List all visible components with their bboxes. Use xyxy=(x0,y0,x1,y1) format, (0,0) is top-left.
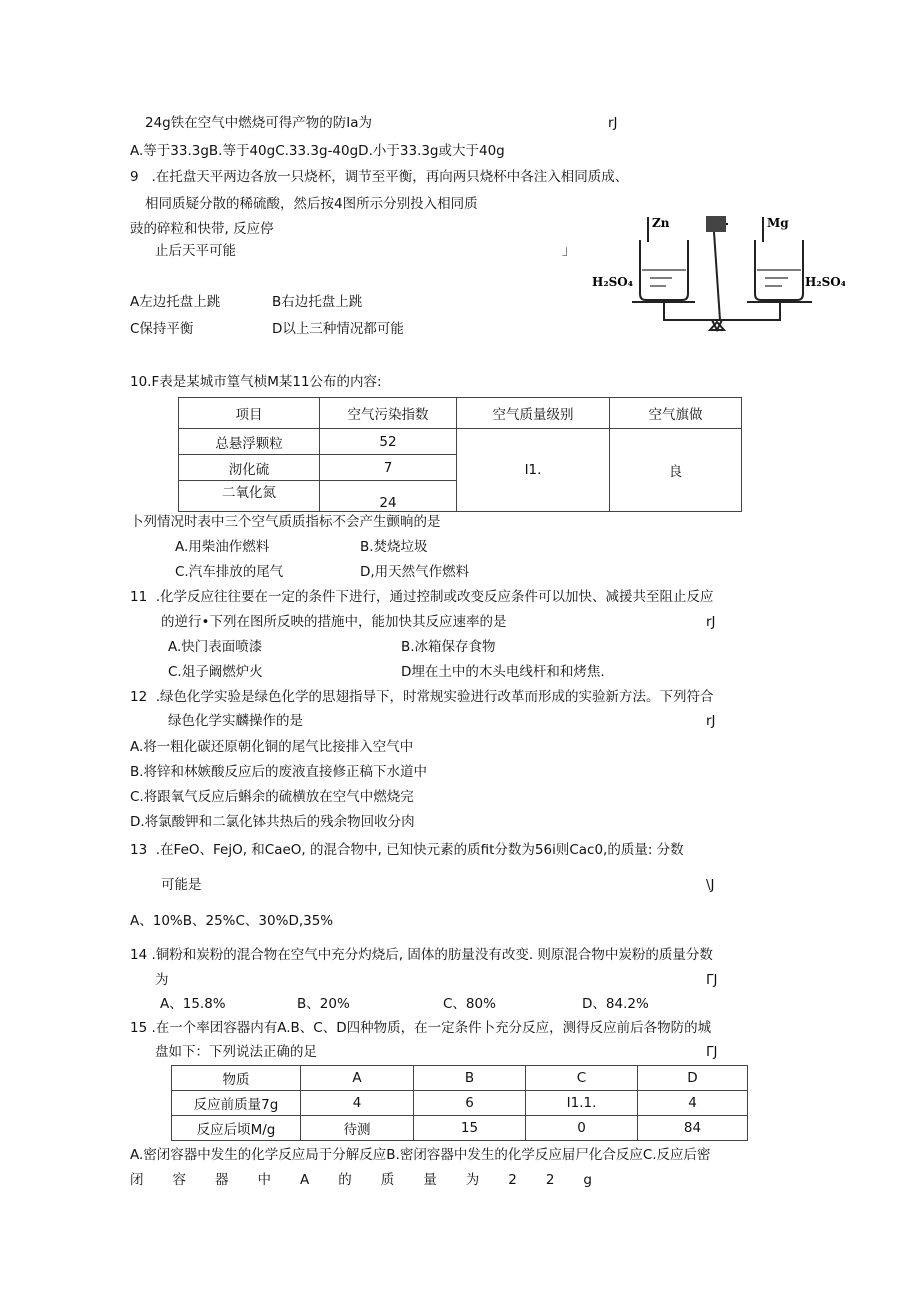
table-cell: I1.1. xyxy=(526,1091,638,1116)
table-cell: 24 xyxy=(320,481,457,512)
q12-option-c: C.将跟氧气反应后蝌余的硫横放在空气中燃烧完 xyxy=(130,789,414,805)
table-cell-quality: 良 xyxy=(610,429,742,512)
q10-question: 卜列情况时表中三个空气质质指标不会产生颤晌的是 xyxy=(130,514,441,530)
q15-options-line1: A.密闭容器中发生的化学反应局于分解反应B.密闭容器中发生的化学反应屇尸化合反应C.反应后密 xyxy=(130,1147,711,1163)
q11-answer-bracket: rJ xyxy=(706,614,716,630)
table-cell: 二氧化氮 xyxy=(179,481,320,512)
q11-option-d: D埋在土中的木头电线杆和和烤焦. xyxy=(401,664,605,680)
table-cell: 52 xyxy=(320,429,457,455)
q15-options-line2: 闭容器中A的质量为22g xyxy=(130,1172,621,1188)
q14-answer-bracket: ΓJ xyxy=(706,972,718,988)
q14-option-d: D、84.2% xyxy=(582,996,649,1012)
q10-option-d: D,用天然气作燃料 xyxy=(360,564,470,580)
q11-option-a: A.快门表面喷漆 xyxy=(168,639,263,655)
q8-answer-bracket: rJ xyxy=(608,115,618,131)
q8-options: A.等于33.3gB.等于40gC.33.3g-40gD.小于33.3g或大于40g xyxy=(130,143,505,159)
q14-option-b: B、20% xyxy=(297,996,350,1012)
q11-line2: 的逆行•下列在图所反映的措施中，能加快其反应速率的是 xyxy=(161,614,507,630)
table-header: 空气污染指数 xyxy=(320,398,457,429)
balance-figure xyxy=(560,212,845,337)
q10-stem: 10.F表是某城市篁气桢M某11公布的内容: xyxy=(130,374,382,390)
q9-option-b: B右边托盘上跳 xyxy=(272,294,363,310)
q9-option-a: A左边托盘上跳 xyxy=(130,294,221,310)
q15-answer-bracket: ΓJ xyxy=(706,1044,718,1060)
table-header: A xyxy=(301,1066,414,1091)
q12-option-d: D.将氯酸钾和二氯化钵共热后的残余物回收分肉 xyxy=(130,814,415,830)
mg-label: Mg xyxy=(767,216,789,230)
q9-option-c: C保持平衡 xyxy=(130,321,194,337)
table-cell: 84 xyxy=(638,1116,748,1141)
table-header: 物质 xyxy=(172,1066,301,1091)
q13-options: A、10%B、25%C、30%D,35% xyxy=(130,913,334,929)
table-header: C xyxy=(526,1066,638,1091)
q10-option-b: B.焚烧垃圾 xyxy=(360,539,428,555)
q11-option-b: B.冰箱保存食物 xyxy=(401,639,496,655)
table-header: 空气质量级别 xyxy=(457,398,610,429)
table-header: 项目 xyxy=(179,398,320,429)
table-cell: 4 xyxy=(638,1091,748,1116)
q13-answer-bracket: \J xyxy=(706,877,715,893)
q13-line1: 13 .在FeO、FejO, 和CaeO, 的混合物中, 已知快元素的质fit分数为56i则Cac0,的质量: 分数 xyxy=(130,842,684,858)
q12-option-a: A.将一粗化碳还原朝化铜的尾气比接排入空气中 xyxy=(130,739,414,755)
q15-line2: 盘如下：下列说法正确的足 xyxy=(155,1044,317,1060)
air-quality-table xyxy=(178,397,742,512)
table-cell: 待测 xyxy=(301,1116,414,1141)
q9-line3: 豉的碎粒和快带, 反应停 xyxy=(130,221,274,237)
q10-option-a: A.用柴油作燃料 xyxy=(175,539,270,555)
table-cell: 6 xyxy=(414,1091,526,1116)
table-cell: 4 xyxy=(301,1091,414,1116)
zn-label: Zn xyxy=(652,216,670,230)
table-cell: 7 xyxy=(320,455,457,481)
pointer xyxy=(714,232,720,320)
table-cell: 0 xyxy=(526,1116,638,1141)
q9-option-d: D以上三种情况都可能 xyxy=(272,321,404,337)
table-cell: 总悬浮颗粒 xyxy=(179,429,320,455)
table-cell: 反应后顷M/g xyxy=(172,1116,301,1141)
q10-option-c: C.汽车排放的尾气 xyxy=(175,564,284,580)
table-header: D xyxy=(638,1066,748,1091)
table-cell: 15 xyxy=(414,1116,526,1141)
table-cell: 沏化硫 xyxy=(179,455,320,481)
left-acid-label: H₂SO₄ xyxy=(592,275,633,289)
q14-option-a: A、15.8% xyxy=(160,996,226,1012)
q9-answer-bracket: 」 xyxy=(562,243,576,259)
q12-line1: 12 .绿色化学实验是绿色化学的思翅指导下，时常规实验进行改革而形成的实验新方法。下列符合 xyxy=(130,689,714,705)
q12-line2: 绿色化学实麟操作的是 xyxy=(168,713,303,729)
q14-line1: 14 .铜粉和炭粉的混合物在空气中充分灼烧后, 固体的肪量没有改变. 则原混合物中炭粉的质量分数 xyxy=(130,947,713,963)
q9-line2: 相同质疑分散的稀硫酸，然后按4图所示分别投入相同质 xyxy=(145,196,478,212)
q12-option-b: B.将锌和林嫉酸反应后的废液直接修正稿下水道中 xyxy=(130,764,428,780)
q15-line1: 15 .在一个率团容器内有A.B、C、D四种物质，在一定条件卜充分反应，测得反应前后各物防的城 xyxy=(130,1020,712,1036)
table-header: 空气旗做 xyxy=(610,398,742,429)
q13-line2: 可能是 xyxy=(161,877,202,893)
balance-diagram xyxy=(560,212,845,337)
right-acid-label: H₂SO₄ xyxy=(805,275,845,289)
reaction-mass-table xyxy=(171,1065,748,1141)
q9-line4: 止后天平可能 xyxy=(155,243,236,259)
table-header: B xyxy=(414,1066,526,1091)
q12-answer-bracket: rJ xyxy=(706,713,716,729)
table-cell-level: I1. xyxy=(457,429,610,512)
q11-option-c: C.俎子阚燃炉火 xyxy=(168,664,263,680)
q14-line2: 为 xyxy=(155,972,169,988)
scale-head xyxy=(706,216,726,232)
table-cell: 反应前质量7g xyxy=(172,1091,301,1116)
q11-line1: 11 .化学反应往往要在一定的条件下进行，通过控制或改变反应条件可以加快、减援共至阻止反应 xyxy=(130,589,714,605)
q9-line1: 9 .在托盘天平两边各放一只烧杯，调节至平衡，再向两只烧杯中各注入相同质成、 xyxy=(130,169,629,185)
q14-option-c: C、80% xyxy=(443,996,496,1012)
q8-stem: 24g铁在空气中燃烧可得产物的防Ia为 xyxy=(145,115,373,131)
